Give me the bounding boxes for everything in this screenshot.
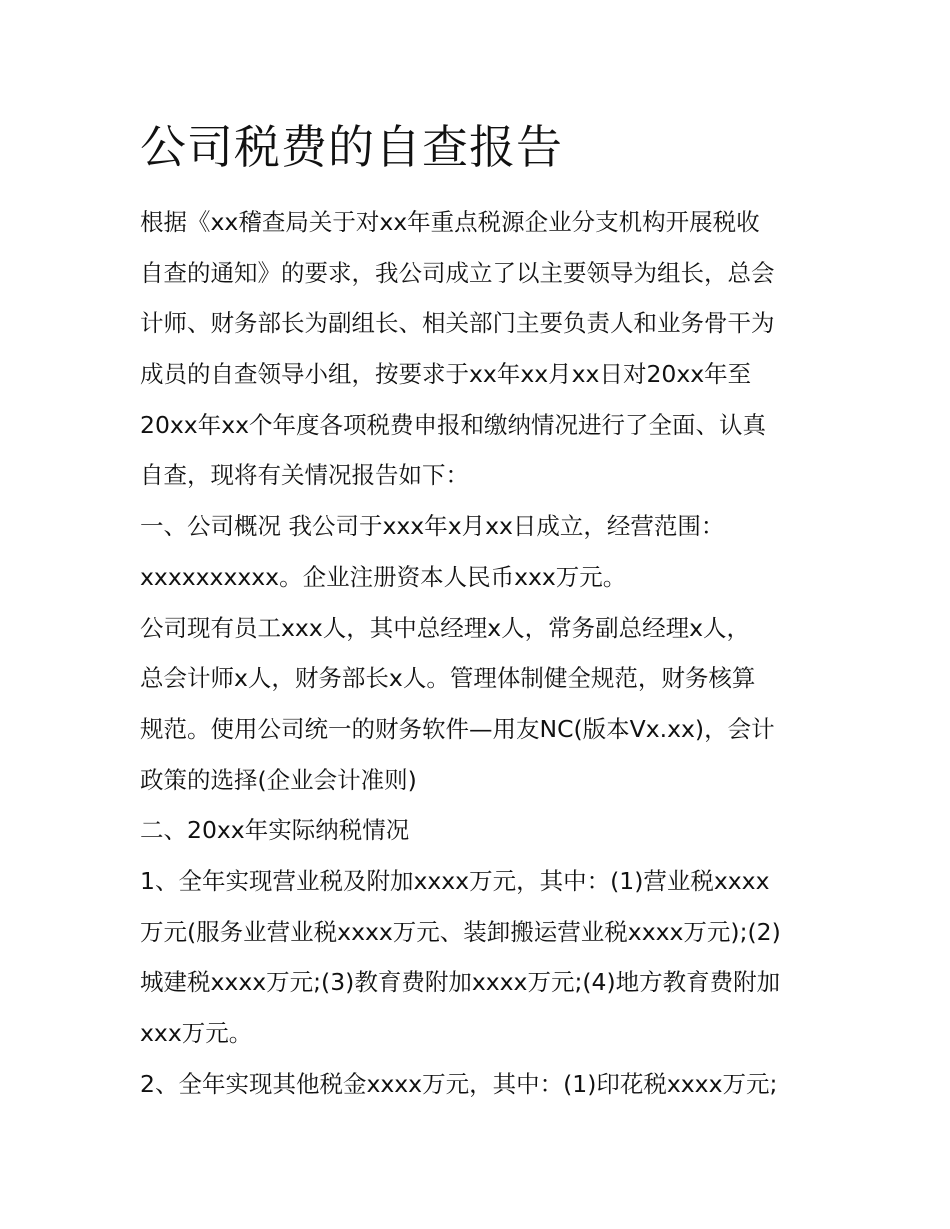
body-line: 城建税xxxx万元;(3)教育费附加xxxx万元;(4)地方教育费附加 xyxy=(140,968,781,997)
body-line: 1、全年实现营业税及附加xxxx万元，其中：(1)营业税xxxx xyxy=(140,866,770,895)
body-line: 根据《xx稽查局关于对xx年重点税源企业分支机构开展税收 xyxy=(140,208,760,236)
body-line: 成员的自查领导小组，按要求于xx年xx月xx日对20xx年至 xyxy=(140,360,752,389)
body-line: xxxxxxxxxx。企业注册资本人民币xxx万元。 xyxy=(140,562,627,591)
body-line: 规范。使用公司统一的财务软件—用友NC(版本Vx.xx)，会计 xyxy=(140,714,775,743)
body-line: 自查的通知》的要求，我公司成立了以主要领导为组长，总会 xyxy=(140,258,775,287)
document-body xyxy=(140,197,820,1109)
body-line: 万元(服务业营业税xxxx万元、装卸搬运营业税xxxx万元);(2) xyxy=(140,917,781,946)
section-heading-company-overview: 一、公司概况 我公司于xxx年x月xx日成立，经营范围： xyxy=(140,512,725,541)
body-line: 自查，现将有关情况报告如下： xyxy=(140,461,469,490)
body-line: 2、全年实现其他税金xxxx万元，其中：(1)印花税xxxx万元; xyxy=(140,1069,778,1098)
section-heading-tax-payment: 二、20xx年实际纳税情况 xyxy=(140,816,410,845)
document-title: 公司税费的自查报告 xyxy=(140,120,563,174)
body-line: 政策的选择(企业会计准则) xyxy=(140,765,417,794)
body-line: 20xx年xx个年度各项税费申报和缴纳情况进行了全面、认真 xyxy=(140,410,767,439)
body-line: 计师、财务部长为副组长、相关部门主要负责人和业务骨干为 xyxy=(140,309,775,338)
body-line: 公司现有员工xxx人，其中总经理x人，常务副总经理x人， xyxy=(140,613,751,642)
body-line: 总会计师x人，财务部长x人。管理体制健全规范，财务核算 xyxy=(140,664,756,693)
body-line: xxx万元。 xyxy=(140,1019,253,1047)
